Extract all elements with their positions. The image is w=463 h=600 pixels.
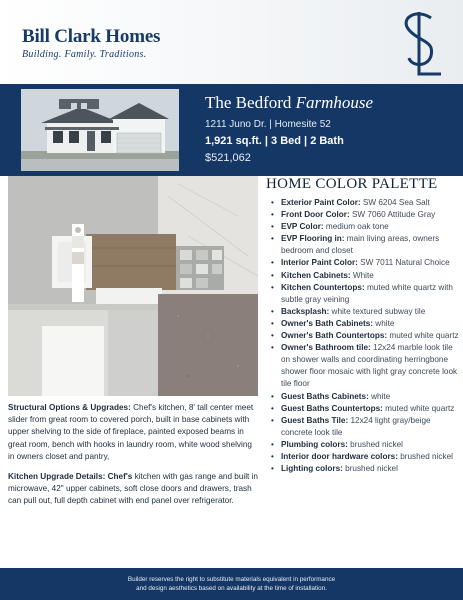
list-item: • Owner's Bath Countertops: muted white quartz [271,330,459,342]
list-item: • Owner's Bathroom tile: 12x24 marble look tile on shower walls and coordinating herringbone shower floor mosaic with light gray concrete look tile floor [271,342,459,390]
palette-title: HOME COLOR PALETTE [266,176,438,192]
brand-tagline: Building. Family. Traditions. [22,49,147,60]
list-item: • Guest Baths Tile: 12x24 light gray/beige concrete look tile [271,415,459,439]
material-swatch-photo [8,176,258,396]
list-item: • EVP Flooring in: main living areas, owners bedroom and closet [271,233,459,257]
footer-disclaimer: Builder reserves the right to substitute materials equivalent in performance and design aesthetics based on availability at the time of installation. [127,576,336,592]
list-item: • Exterior Paint Color: SW 6204 Sea Salt [271,197,459,209]
plan-name: The Bedford [205,93,292,112]
options-section [8,402,258,516]
plan-specs: 1,921 sq.ft. | 3 Bed | 2 Bath [205,135,344,147]
list-item: • Kitchen Countertops: muted white quartz with subtle gray veining [271,282,459,306]
brand-logo [22,26,160,60]
plan-style: Farmhouse [295,93,374,112]
list-item: • Guest Baths Countertops: muted white quartz [271,403,459,415]
list-item: • Guest Baths Cabinets: white [271,391,459,403]
list-item: • Interior door hardware colors: brushed nickel [271,451,459,463]
brand-name: Bill Clark Homes [22,26,161,47]
list-item: • Interior Paint Color: SW 7011 Natural Choice [271,257,459,269]
list-item: • Kitchen Cabinets: White [271,270,459,282]
palette-list [263,197,459,475]
kitchen-upgrades: Kitchen Upgrade Details: Chef's kitchen with gas range and built in microwave, 42" upper cabinets, soft close doors and drawers, trash can pull out, full depth cabinet with end panel over refrigerator. [8,472,258,506]
color-palette-section [263,176,459,475]
plan-address: 1211 Juno Dr. | Homesite 52 [205,119,331,130]
plan-price: $521,062 [205,152,251,164]
list-item: • Plumbing colors: brushed nickel [271,439,459,451]
list-item: • Front Door Color: SW 7060 Attitude Gray [271,209,459,221]
plan-info [205,93,373,164]
house-photo [21,89,179,171]
list-item: • Backsplash: white textured subway tile [271,306,459,318]
list-item: • Lighting colors: brushed nickel [271,463,459,475]
structural-options: Structural Options & Upgrades: Chef's kitchen, 8' tall center meet slider from great room to covered porch, built in base cabinets with upper shelving to the side of fireplace, painted exposed beams in great room, bench with hooks in laundry room, white wood shelving in owners closet and pantry, [8,403,254,461]
monogram-logo-icon [391,6,449,82]
list-item: • EVP Color: medium oak tone [271,221,459,233]
list-item: • Owner's Bath Cabinets: white [271,318,459,330]
plan-title [205,93,373,113]
page-footer [0,568,463,600]
page-header [0,0,463,84]
